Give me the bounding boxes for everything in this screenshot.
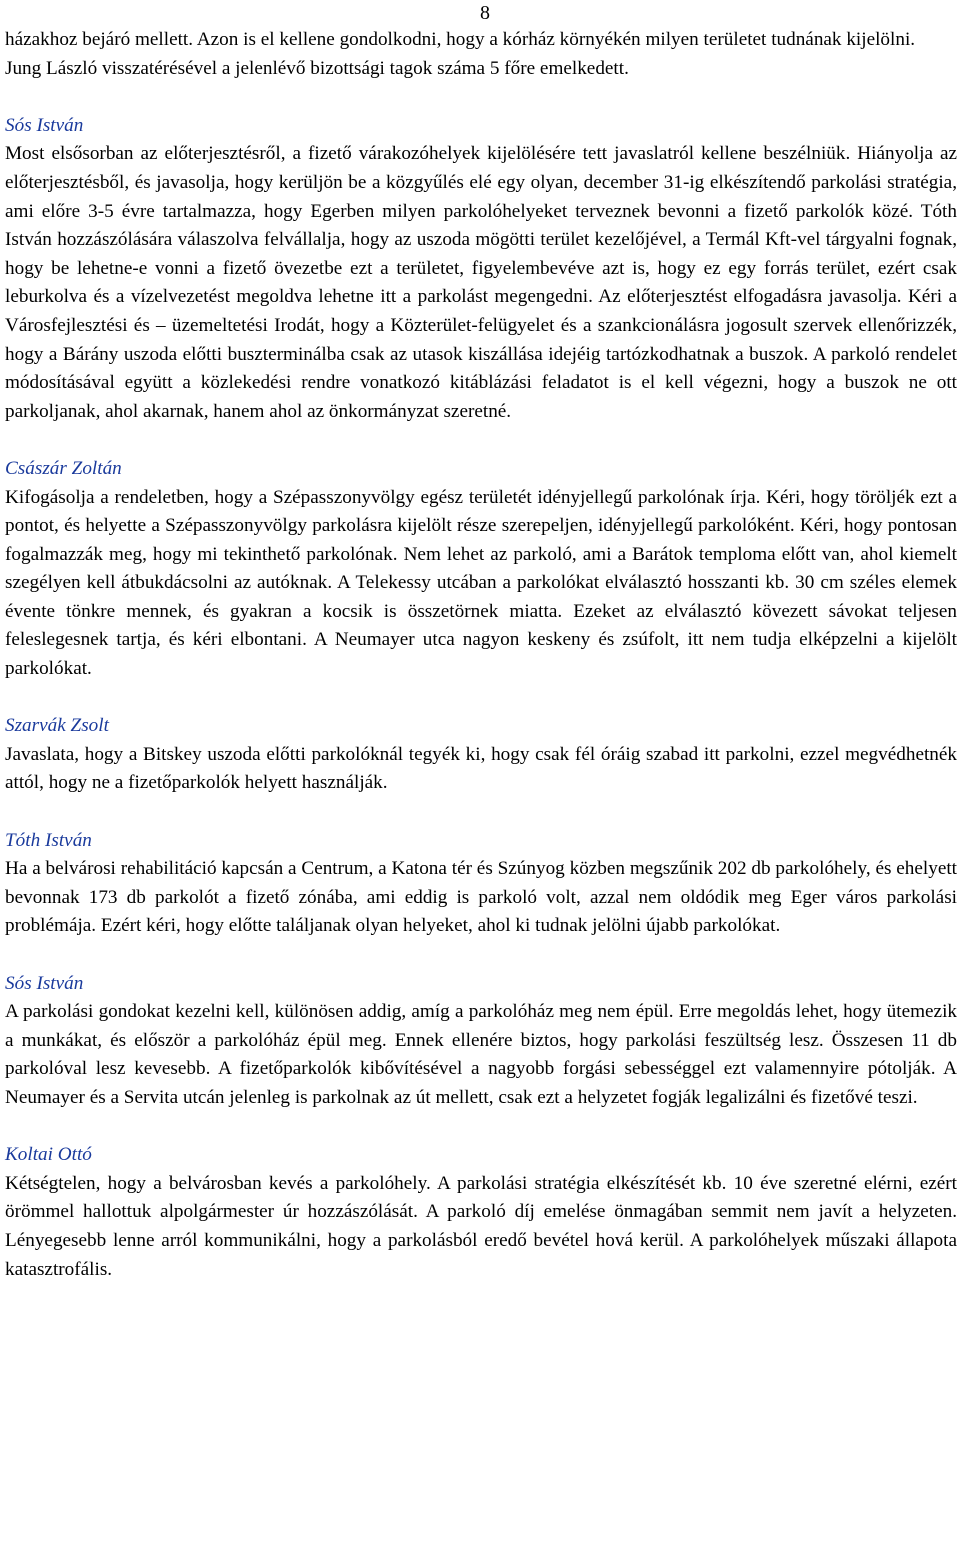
spacer [5,941,957,970]
speaker-statement: Kifogásolja a rendeletben, hogy a Szépasszonyvölgy egész területét idényjellegű parkolónak írja. Kéri, hogy töröljék ezt a pontot, és helyette a Szépasszonyvölgy parkolásra kijelölt része szerepeljen, idényjellegű parkolóként. Kéri, hogy pontosan fogalmazzák meg, hogy mi tekinthető parkolónak. Nem lehet az parkoló, ami a Barátok temploma előtt van, ahol kiemelt szegélyen kell átbukdácsolni az autóknak. A Telekessy utcában a parkolókat elválasztó hosszanti kb. 30 cm széles elemek évente tönkre mennek, és gyakran a kocsik is összetörnek miatta. Ezeket az elválasztó kövezett sávokat teljesen feleslegesnek tartja, és kéri elbontani. A Neumayer utca nagyon keskeny és zsúfolt, itt nem tudja elképzelni a kijelölt parkolókat. [5,486,957,680]
speaker-name: Tóth István [5,829,92,851]
speaker-name: Szarvák Zsolt [5,715,109,737]
speaker-name: Koltai Ottó [5,1144,92,1166]
spacer [5,426,957,455]
speaker-name: Sós István [5,972,84,994]
spacer [5,1113,957,1142]
speaker-statement: Javaslata, hogy a Bitskey uszoda előtti parkolóknál tegyék ki, hogy csak fél óráig szabad itt parkolni, ezzel megvédhetnék attól, hogy ne a fizetőparkolók helyett használják. [5,743,957,794]
spacer [5,684,957,713]
intro-paragraph-2: Jung László visszatérésével a jelenlévő bizottsági tagok száma 5 főre emelkedett. [5,57,629,79]
speaker-statement: A parkolási gondokat kezelni kell, különösen addig, amíg a parkolóház meg nem épül. Erre megoldás lehet, hogy ütemezik a munkákat, és először a parkolóház épül meg. Ennek ellenére biztos, hogy parkolási feszültség lesz. Összesen 11 db parkolóval lesz kevesebb. A fizetőparkolók kibővítésével a nagyobb forgási sebességgel ezt valamennyire pótolják. A Neumayer és a Servita utcán jelenleg is parkolnak az út mellett, csak ezt a helyzetet fogják legalizálni és fizetővé teszi. [5,1001,957,1108]
spacer [5,798,957,827]
document-body [5,26,957,1284]
intro-paragraph-1: házakhoz bejáró mellett. Azon is el kellene gondolkodni, hogy a kórház környékén milyen területet tudnának kijelölni. [5,29,916,50]
speaker-statement: Ha a belvárosi rehabilitáció kapcsán a Centrum, a Katona tér és Szúnyog közben megszűnik 202 db parkolóhely, és ehelyett bevonnak 173 db parkolót a fizető zónába, ami eddig is parkoló volt, azzal nem oldódik meg Eger város parkolási problémája. Ezért kéri, hogy előtte találjanak olyan helyeket, ahol ki tudnak jelölni újabb parkolókat. [5,858,957,937]
speaker-statement: Kétségtelen, hogy a belvárosban kevés a parkolóhely. A parkolási stratégia elkészítését kb. 10 éve szeretné elérni, ezért örömmel hallottuk alpolgármester úr hozzászólását. A parkoló díj emelése önmagában semmit nem javít a helyzeten. Lényegesebb lenne arról kommunikálni, hogy a parkolásból eredő bevétel hová kerül. A parkolóhelyek műszaki állapota katasztrofális. [5,1172,957,1280]
page-number: 8 [480,2,490,24]
spacer [5,83,957,112]
speaker-name: Császár Zoltán [5,457,122,479]
speaker-statement: Most elsősorban az előterjesztésről, a fizető várakozóhelyek kijelölésére tett javaslatról kellene beszélniük. Hiányolja az előterjesztésből, és javasolja, hogy kerüljön be a közgyűlés elé egy olyan, december 31-ig elkészítendő parkolási stratégia, ami előre 3-5 évre tartalmazza, hogy Egerben milyen parkolóhelyeket terveznek bevonni a fizető parkolók közé. Tóth István hozzászólására válaszolva felvállalja, hogy az uszoda mögötti terület kezelőjével, a Termál Kft-vel tárgyalni fognak, hogy be lehetne-e vonni a fizető övezetbe ezt a területet, figyelembevéve azt is, hogy ez egy forrás terület, ezért csak leburkolva és a vízelvezetést megoldva lehetne itt a parkolást megengedni. Az előterjesztést elfogadásra javasolja. Kéri a Városfejlesztési és – üzemeltetési Irodát, hogy a Közterület-felügyelet és a szankcionálásra jogosult szervek ellenőrizzék, hogy a Bárány uszoda előtti buszterminálba csak az utasok kiszállása idejéig tartózkodhatnak a buszok. A parkoló rendelet módosításával együtt a közlekedési rendre vonatkozó kitáblázási feladatot is el kell végezni, hogy a buszok ne ott parkoljanak, ahol akarnak, hanem ahol az önkormányzat szeretné. [5,143,957,422]
speaker-name: Sós István [5,114,84,136]
